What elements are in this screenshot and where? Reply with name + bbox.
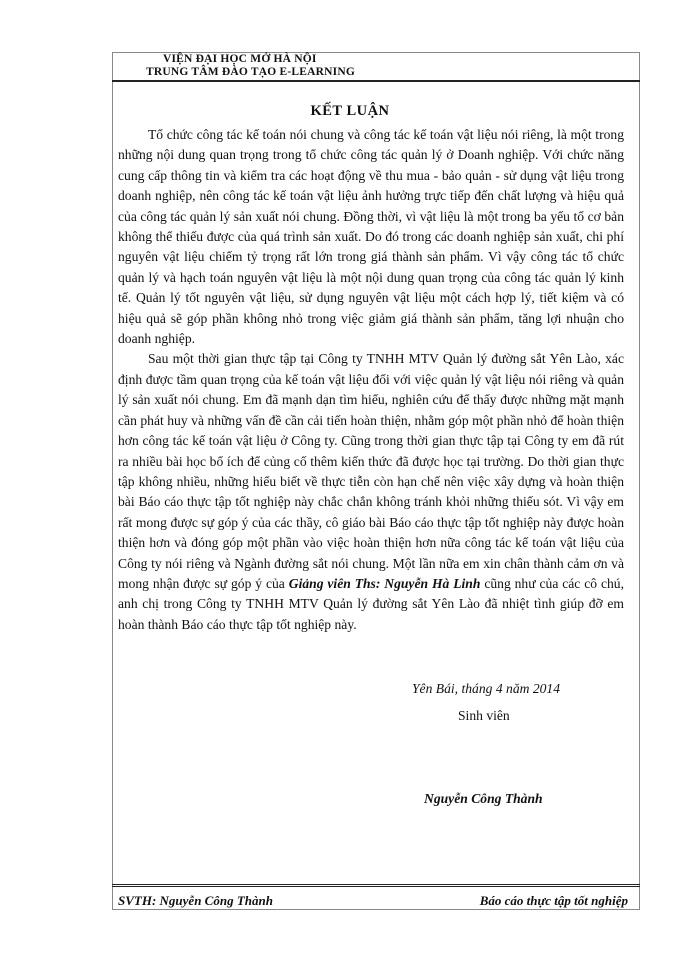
- paragraph-2-after: cũng như của các cô chú, anh chị trong Công ty TNHH MTV Quản lý đường sắt Yên Lào đã nhiệt tình giúp đỡ em hoàn thành Báo cáo thực tập tốt nghiệp này.: [118, 575, 624, 632]
- header-institute: VIỆN ĐẠI HỌC MỞ HÀ NỘI: [163, 53, 317, 65]
- document-title: KẾT LUẬN: [310, 103, 390, 119]
- header-center: TRUNG TÂM ĐÀO TẠO E-LEARNING: [146, 66, 356, 78]
- footer-divider: [112, 884, 640, 887]
- place-date: Yên Bái, tháng 4 năm 2014: [412, 681, 561, 696]
- paragraph-2: [118, 349, 624, 635]
- footer-report-title: Báo cáo thực tập tốt nghiệp: [479, 893, 628, 908]
- footer-student: SVTH: Nguyễn Công Thành: [118, 893, 273, 908]
- document-body: [118, 125, 624, 635]
- advisor-name: Giảng viên Ths: Nguyễn Hà Linh: [288, 575, 481, 591]
- paragraph-2-before: Sau một thời gian thực tập tại Công ty TNHH MTV Quản lý đường sắt Yên Lào, xác định được tầm quan trọng của kế toán vật liệu đối với việc quản lý vật liệu nói riêng và quản lý sản xuất nói chung. Em đã mạnh dạn tìm hiểu, nghiên cứu để thấy được những mặt mạnh cần phát huy và những vấn đề cần cải tiến hoàn thiện, nhằm góp một phần nhỏ để hoàn thiện hơn công tác kế toán vật liệu ở Công ty. Cũng trong thời gian thực tập tại Công ty em đã rút ra nhiều bài học bổ ích để củng cố thêm kiến thức đã được học tại trường. Do thời gian thực tập không nhiều, những hiểu biết về thực tiễn còn hạn chế nên việc xây dựng và hoàn thiện bài Báo cáo thực tập tốt nghiệp này chắc chắn không tránh khỏi những thiếu sót. Vì vậy em rất mong được sự góp ý của các thầy, cô giáo bài Báo cáo thực tập tốt nghiệp này được hoàn thiện hơn và đóng góp một phần vào việc hoàn thiện hơn nữa công tác kế toán vật liệu của Công ty nói riêng và Ngành đường sắt nói chung. Một lần nữa em xin chân thành cảm ơn và mong nhận được sự góp ý của: [118, 351, 624, 591]
- signer-role: Sinh viên: [458, 708, 510, 723]
- paragraph-1: Tổ chức công tác kế toán nói chung và công tác kế toán vật liệu nói riêng, là một trong những nội dung quan trọng trong tổ chức công tác quản lý ở Doanh nghiệp. Với chức năng cung cấp thông tin và kiểm tra các hoạt động về thu mua - bảo quản - sử dụng vật liệu trong doanh nghiệp, nên công tác kế toán vật liệu ảnh hưởng trực tiếp đến chất lượng và hiệu quả của công tác quản lý sản xuất nói chung. Đồng thời, vì vật liệu là một trong ba yếu tố cơ bản không thể thiếu được của quá trình sản xuất. Do đó trong các doanh nghiệp sản xuất, chi phí nguyên vật liệu chiếm tỷ trọng rất lớn trong giá thành sản phẩm. Vì vậy công tác tổ chức quản lý và hạch toán nguyên vật liệu là một nội dung quan trọng của công tác quản lý kinh tế. Quản lý tốt nguyên vật liệu, sử dụng nguyên vật liệu một cách hợp lý, tiết kiệm và có hiệu quả sẽ góp phần không nhỏ trong việc giảm giá thành sản phẩm, tăng lợi nhuận cho doanh nghiệp.: [118, 127, 624, 347]
- signer-name: Nguyễn Công Thành: [424, 791, 543, 806]
